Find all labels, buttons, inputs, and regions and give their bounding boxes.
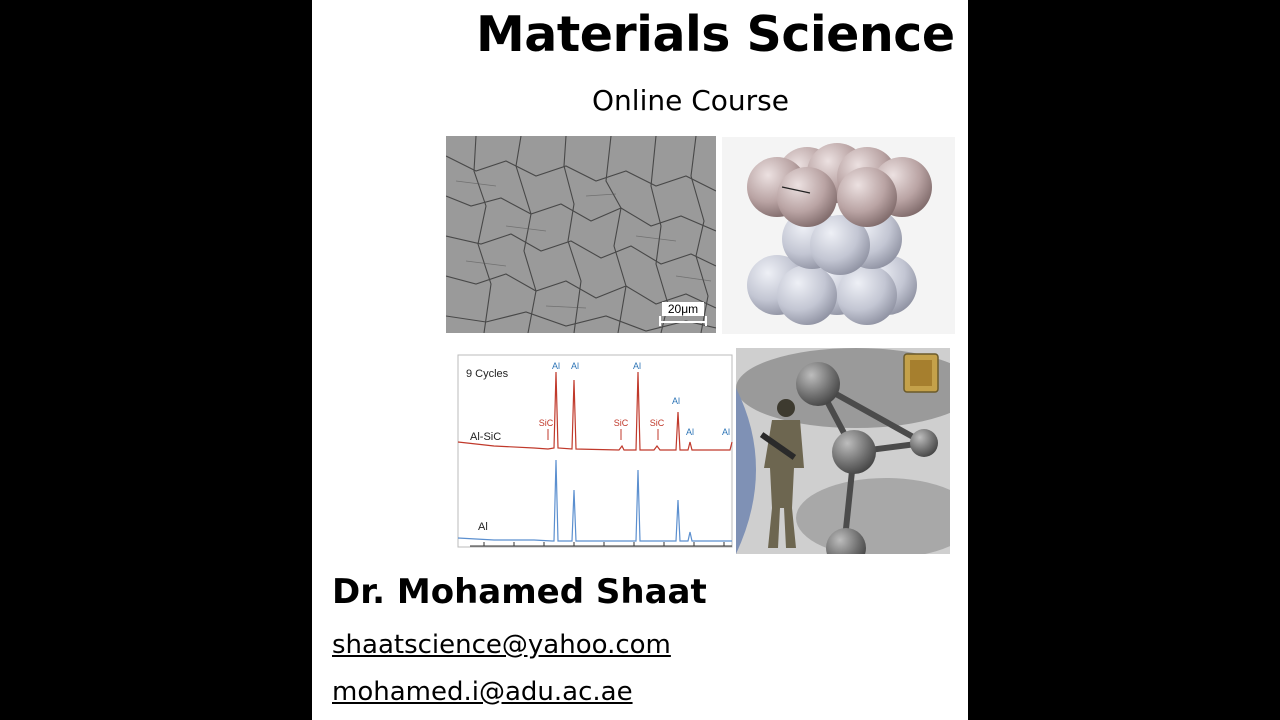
peak-label-al-2: Al — [570, 361, 580, 371]
crystal-lattice-image — [722, 137, 955, 334]
peak-label-al-3: Al — [632, 361, 642, 371]
peak-label-al-4: Al — [671, 396, 681, 406]
xrd-pattern-figure — [454, 350, 736, 552]
nanomaterials-image — [736, 348, 950, 554]
course-title: Materials Science — [476, 6, 955, 63]
peak-label-sic-1: SiC — [538, 418, 554, 428]
author-name: Dr. Mohamed Shaat — [332, 572, 707, 612]
peak-label-sic-3: SiC — [649, 418, 665, 428]
peak-label-al-5: Al — [685, 427, 695, 437]
al-sic-trace-label: Al-SiC — [470, 431, 502, 443]
scale-bar — [660, 302, 706, 326]
peak-label-sic-2: SiC — [613, 418, 629, 428]
peak-label-al-6: Al — [721, 427, 731, 437]
scale-bar-label: 20μm — [667, 302, 699, 316]
cycles-label: 9 Cycles — [466, 368, 509, 380]
course-slide — [312, 0, 968, 720]
course-subtitle: Online Course — [592, 84, 789, 117]
email-link-yahoo[interactable]: shaatscience@yahoo.com — [332, 630, 671, 660]
micrograph-image — [446, 136, 716, 333]
email-link-adu[interactable]: mohamed.i@adu.ac.ae — [332, 677, 633, 707]
peak-label-al-1: Al — [551, 361, 561, 371]
al-trace-label: Al — [478, 521, 488, 533]
